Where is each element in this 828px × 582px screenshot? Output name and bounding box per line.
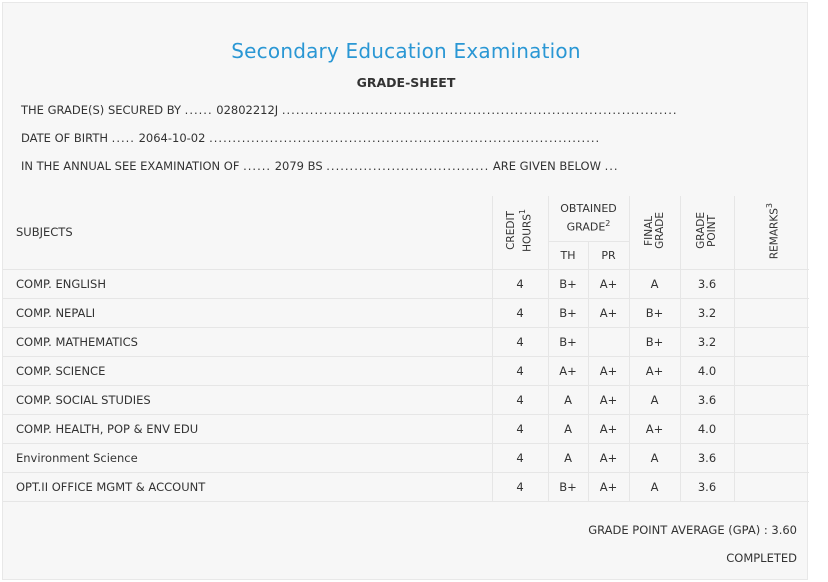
pr-grade-cell: A+ [588, 298, 629, 327]
info-secured-line [21, 103, 678, 117]
grade-point-label: GRADE POINT [695, 212, 718, 250]
credit-cell: 4 [492, 356, 548, 385]
remarks-cell [734, 327, 809, 356]
exam-suffix: ARE GIVEN BELOW [492, 159, 601, 173]
final-grade-cell: B+ [629, 298, 680, 327]
final-grade-cell: A+ [629, 414, 680, 443]
th-header: TH [548, 241, 588, 269]
secured-value: 02802212J [216, 103, 279, 117]
info-exam-line [21, 159, 619, 173]
final-grade-cell: A+ [629, 356, 680, 385]
final-grade-cell: A [629, 385, 680, 414]
th-grade-cell: A [548, 385, 588, 414]
dob-label: DATE OF BIRTH [21, 131, 109, 145]
remarks-cell [734, 356, 809, 385]
pr-grade-cell: A+ [588, 414, 629, 443]
table-row [3, 298, 809, 327]
credit-hours-header [492, 196, 548, 269]
credit-hours-label: CREDIT HOURS [505, 211, 534, 253]
dots: ..... [111, 131, 135, 145]
final-grade-cell: A [629, 443, 680, 472]
credit-cell: 4 [492, 298, 548, 327]
grade-point-cell: 3.2 [680, 327, 734, 356]
final-grade-cell: B+ [629, 327, 680, 356]
dots: .................................................................................... [209, 131, 601, 145]
subject-cell: COMP. HEALTH, POP & ENV EDU [3, 414, 492, 443]
table-row [3, 269, 809, 298]
grade-point-header [680, 196, 734, 269]
grade-point-cell: 3.6 [680, 269, 734, 298]
remarks-cell [734, 443, 809, 472]
result-status: COMPLETED [726, 551, 797, 565]
secured-label: THE GRADE(S) SECURED BY [21, 103, 182, 117]
pr-grade-cell: A+ [588, 472, 629, 501]
table-row [3, 327, 809, 356]
table-row [3, 472, 809, 501]
grade-point-cell: 3.6 [680, 443, 734, 472]
th-grade-cell: A+ [548, 356, 588, 385]
remarks-footnote: 3 [764, 202, 774, 208]
th-grade-cell: B+ [548, 269, 588, 298]
subject-cell: COMP. SOCIAL STUDIES [3, 385, 492, 414]
subjects-header [3, 196, 492, 269]
subject-cell: COMP. SCIENCE [3, 356, 492, 385]
info-dob-line [21, 131, 600, 145]
remarks-cell [734, 269, 809, 298]
obtained-grade-header [548, 196, 629, 241]
credit-cell: 4 [492, 385, 548, 414]
credit-footnote: 1 [518, 209, 528, 215]
th-grade-cell: B+ [548, 472, 588, 501]
credit-cell: 4 [492, 327, 548, 356]
table-row [3, 356, 809, 385]
remarks-cell [734, 385, 809, 414]
obtained-footnote: 2 [605, 219, 611, 229]
table-header-row [3, 196, 809, 241]
th-grade-cell: A [548, 414, 588, 443]
remarks-cell [734, 472, 809, 501]
remarks-cell [734, 298, 809, 327]
grade-point-cell: 4.0 [680, 356, 734, 385]
grade-point-cell: 3.6 [680, 385, 734, 414]
pr-header: PR [588, 241, 629, 269]
gpa-summary [588, 523, 797, 537]
pr-grade-cell [588, 327, 629, 356]
dots: ...... [243, 159, 272, 173]
page-title: Secondary Education Examination [231, 39, 581, 63]
credit-cell: 4 [492, 414, 548, 443]
subject-cell: OPT.II OFFICE MGMT & ACCOUNT [3, 472, 492, 501]
subject-cell: COMP. MATHEMATICS [3, 327, 492, 356]
grade-point-cell: 4.0 [680, 414, 734, 443]
page-subtitle: GRADE-SHEET [356, 75, 456, 90]
subject-cell: Environment Science [3, 443, 492, 472]
final-grade-header [629, 196, 680, 269]
final-grade-cell: A [629, 472, 680, 501]
th-grade-cell: B+ [548, 327, 588, 356]
exam-value: 2079 BS [274, 159, 323, 173]
table-row [3, 443, 809, 472]
grade-sheet [2, 2, 808, 580]
obtained-line2: GRADE [566, 221, 606, 235]
pr-grade-cell: A+ [588, 443, 629, 472]
grades-table [3, 196, 809, 502]
grade-point-cell: 3.2 [680, 298, 734, 327]
dob-value: 2064-10-02 [138, 131, 206, 145]
obtained-line1: OBTAINED [560, 202, 617, 216]
subject-cell: COMP. ENGLISH [3, 269, 492, 298]
credit-cell: 4 [492, 443, 548, 472]
subjects-header-label: SUBJECTS [16, 225, 73, 240]
table-row [3, 385, 809, 414]
subject-cell: COMP. NEPALI [3, 298, 492, 327]
pr-grade-cell: A+ [588, 385, 629, 414]
final-grade-cell: A [629, 269, 680, 298]
table-row [3, 414, 809, 443]
exam-label: IN THE ANNUAL SEE EXAMINATION OF [21, 159, 240, 173]
remarks-label: REMARKS [768, 207, 780, 259]
gpa-value: 3.60 [771, 523, 797, 537]
final-grade-label: FINAL GRADE [642, 212, 666, 250]
pr-grade-cell: A+ [588, 269, 629, 298]
credit-cell: 4 [492, 472, 548, 501]
dots: ...... [184, 103, 213, 117]
gpa-label: GRADE POINT AVERAGE (GPA) : [588, 523, 768, 537]
dots: ................................... [326, 159, 490, 173]
dots: ..................................................................................... [281, 103, 678, 117]
credit-cell: 4 [492, 269, 548, 298]
th-grade-cell: A [548, 443, 588, 472]
dots: ... [604, 159, 619, 173]
remarks-cell [734, 414, 809, 443]
pr-grade-cell: A+ [588, 356, 629, 385]
grade-point-cell: 3.6 [680, 472, 734, 501]
remarks-header [734, 196, 809, 269]
th-grade-cell: B+ [548, 298, 588, 327]
